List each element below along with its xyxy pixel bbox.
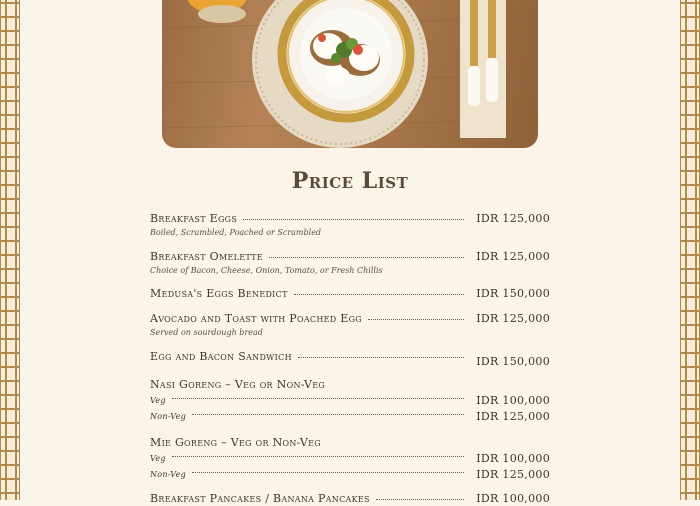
option-price: IDR 100,000 [476, 393, 550, 407]
item-name: Breakfast Pancakes / Banana Pancakes [150, 492, 370, 505]
menu-item [150, 312, 550, 337]
option-label: Veg [150, 453, 166, 463]
item-description: Served on sourdough bread [150, 328, 263, 337]
option-price: IDR 100,000 [476, 451, 550, 465]
option-label: Veg [150, 395, 166, 405]
menu-item [150, 492, 550, 506]
option-price: IDR 125,000 [476, 409, 550, 423]
option-row [150, 450, 550, 466]
menu-item [150, 250, 550, 275]
item-name: Breakfast Eggs [150, 212, 238, 225]
item-description: Choice of Bacon, Cheese, Onion, Tomato, or Fresh Chillis [150, 266, 383, 275]
option-label: Non-Veg [150, 469, 187, 479]
item-name: Egg and Bacon Sandwich [150, 350, 292, 363]
option-row [150, 392, 550, 408]
dot-leader [172, 456, 464, 457]
option-label: Non-Veg [150, 411, 187, 421]
breakfast-photo [162, 0, 538, 148]
item-name: Medusa's Eggs Benedict [150, 287, 288, 300]
dot-leader [192, 414, 464, 415]
dot-leader [294, 294, 465, 295]
option-row [150, 466, 550, 482]
item-price: IDR 125,000 [476, 250, 550, 263]
greek-key-border-left [0, 0, 20, 500]
greek-key-border-right [680, 0, 700, 500]
item-price: IDR 125,000 [476, 312, 550, 325]
dot-leader [298, 357, 464, 358]
item-price: IDR 150,000 [476, 355, 550, 368]
menu-item [150, 350, 550, 368]
item-price: IDR 125,000 [476, 212, 550, 225]
item-name: Breakfast Omelette [150, 250, 263, 263]
menu-item [150, 378, 550, 424]
dot-leader [172, 398, 464, 399]
dot-leader [243, 219, 464, 220]
dot-leader [269, 257, 464, 258]
menu-item [150, 287, 550, 301]
item-name: Mie Goreng – Veg or Non-Veg [150, 436, 321, 449]
page-title: Price List [291, 168, 409, 194]
option-row [150, 408, 550, 424]
item-price: IDR 150,000 [476, 287, 550, 300]
item-name: Avocado and Toast with Poached Egg [150, 312, 362, 325]
menu-item [150, 436, 550, 482]
dot-leader [192, 472, 464, 473]
item-description: Boiled, Scrambled, Poached or Scrambled [150, 228, 322, 237]
menu-item [150, 212, 550, 237]
option-price: IDR 125,000 [476, 467, 550, 481]
item-price: IDR 100,000 [476, 492, 550, 505]
item-name: Nasi Goreng – Veg or Non-Veg [150, 378, 326, 391]
dot-leader [368, 319, 464, 320]
